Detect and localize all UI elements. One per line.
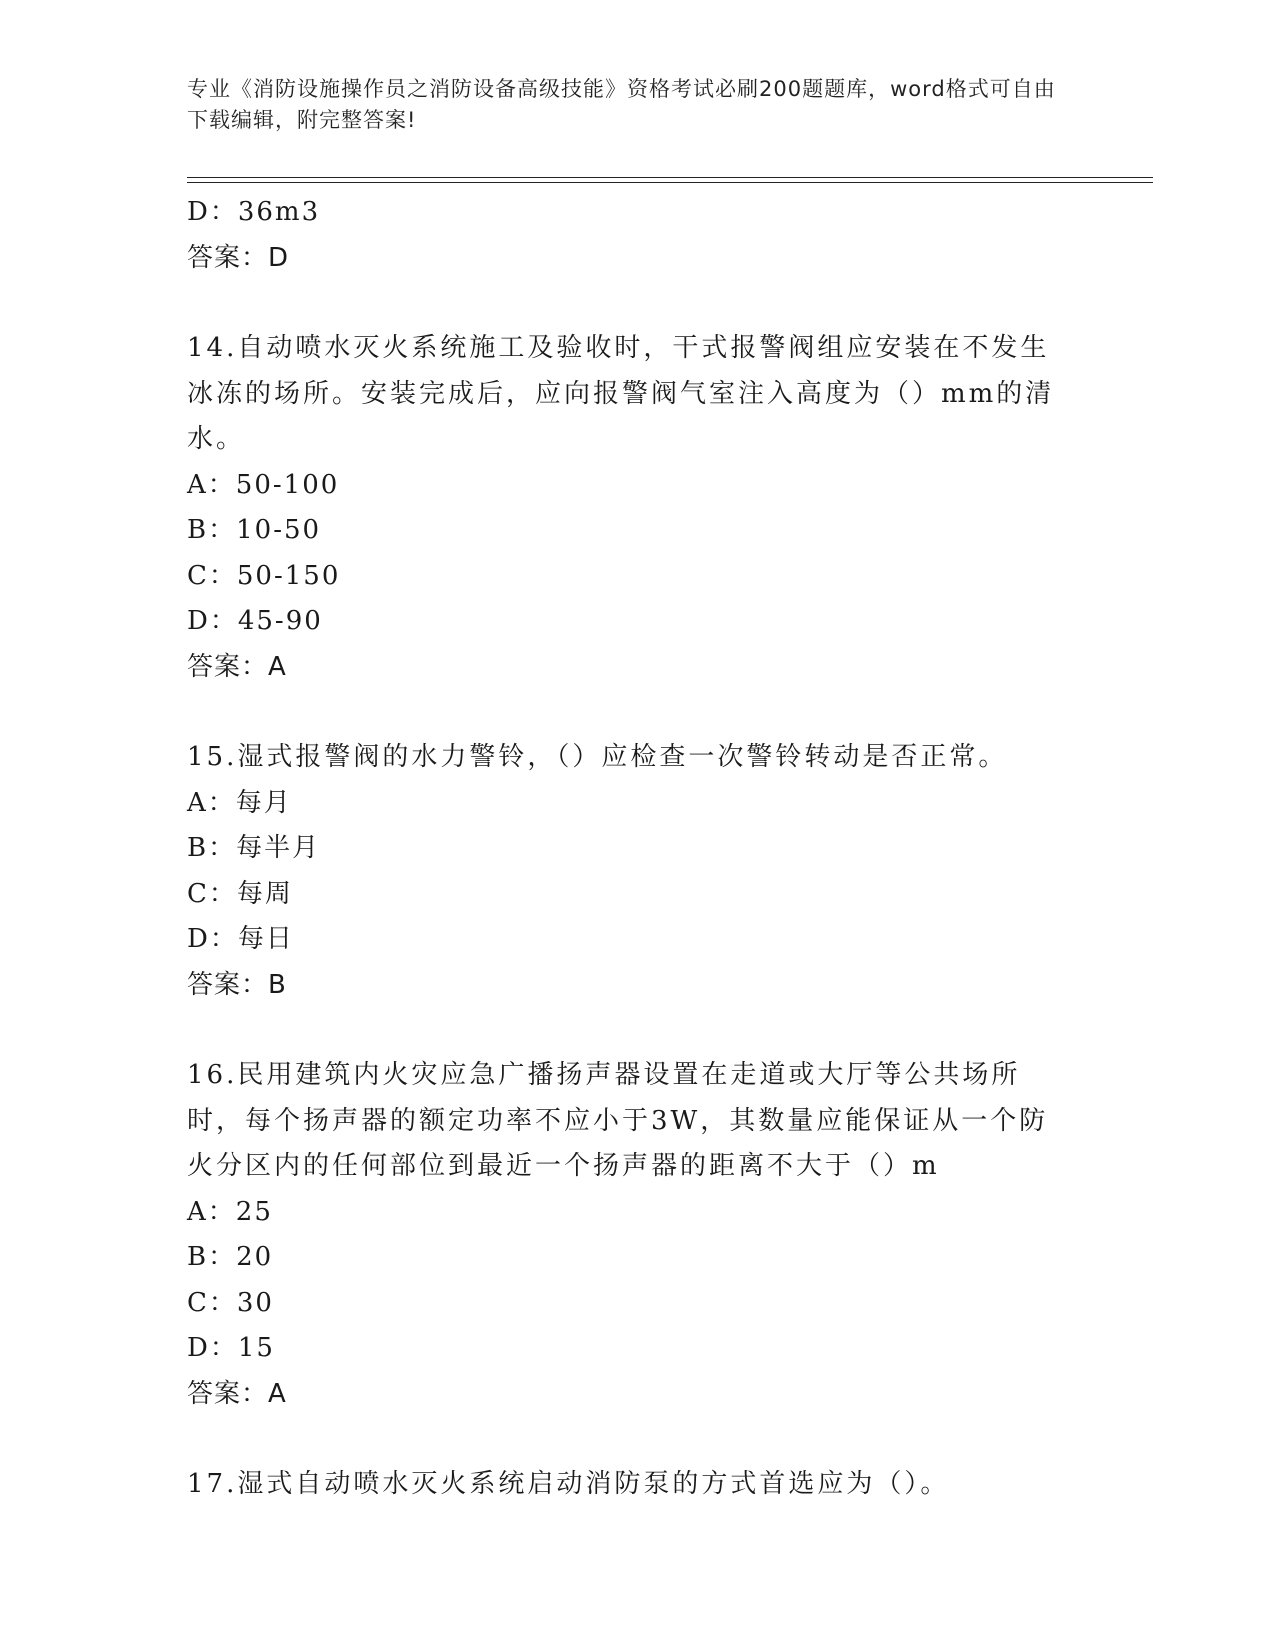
option-b: B：10-50: [187, 515, 322, 545]
question-15: [187, 735, 1067, 1008]
answer: 答案：A: [187, 1378, 287, 1409]
prev-answer: 答案：D: [187, 242, 290, 273]
header-rule-top: [187, 177, 1153, 178]
document-header: 专业《消防设施操作员之消防设备高级技能》资格考试必刷200题题库，word格式可自由下载编辑，附完整答案!: [187, 77, 1056, 132]
question-text: 14.自动喷水灭火系统施工及验收时，干式报警阀组应安装在不发生冰冻的场所。安装完成后，应向报警阀气室注入高度为（）mm的清水。: [187, 333, 1055, 454]
question-list: [187, 190, 1067, 1508]
option-a: A：25: [187, 1196, 273, 1227]
question-text: 17.湿式自动喷水灭火系统启动消防泵的方式首选应为（）。: [187, 1469, 950, 1499]
question-16: [187, 1053, 1067, 1417]
option-d: D：15: [187, 1333, 275, 1363]
option-a: A：每月: [187, 787, 292, 818]
option-d: D：45-90: [187, 606, 323, 636]
option-b: B：每半月: [187, 833, 321, 863]
question-text: 15.湿式报警阀的水力警铃，（）应检查一次警铃转动是否正常。: [187, 742, 1008, 772]
option-c: C：50-150: [187, 560, 341, 591]
option-d: D：每日: [187, 924, 294, 954]
question-text: 16.民用建筑内火灾应急广播扬声器设置在走道或大厅等公共场所时，每个扬声器的额定功率不应小于3W，其数量应能保证从一个防火分区内的任何部位到最近一个扬声器的距离不大于（）m: [187, 1060, 1049, 1181]
option-c: C：每周: [187, 878, 293, 909]
option-b: B：20: [187, 1242, 274, 1272]
question-17: [187, 1462, 1067, 1508]
header-rule-bottom: [187, 182, 1153, 183]
option-c: C：30: [187, 1287, 274, 1318]
option-a: A：50-100: [187, 469, 340, 500]
question-14: [187, 326, 1067, 690]
answer: 答案：A: [187, 651, 287, 682]
prev-option-d: D：36m3: [187, 197, 321, 227]
answer: 答案：B: [187, 969, 287, 1000]
